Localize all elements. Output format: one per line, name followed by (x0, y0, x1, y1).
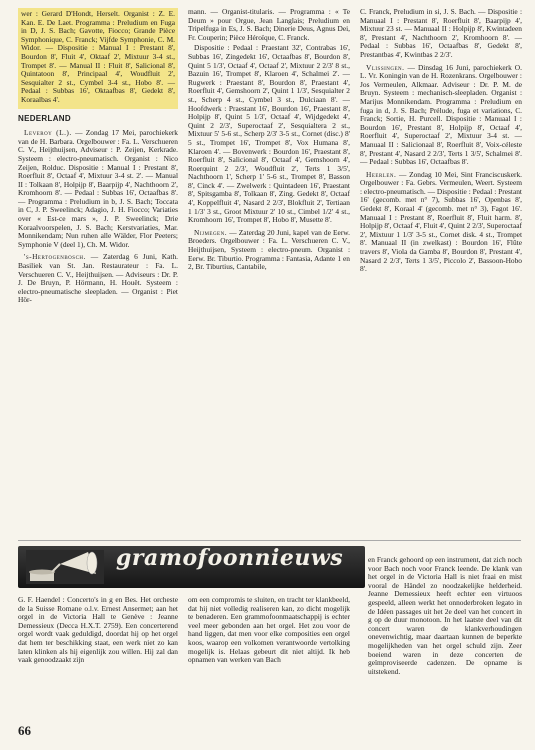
section-divider (18, 540, 521, 541)
haendel-review-start: G. F. Haendel : Concerto's in g en Bes. Het orcheste de la Suisse Romane o.l.v. Ernest Ansermet; aan het orgel in de Victoria Hall te Genève : Jeanne Demessieux (Decca H.X.T. 2759). Een concerterend orgel wordt vaak geduldigd, doordat hij op het orgel dat hem ter beschikking staat, een werk niet zo kan laten klinken als hij eigenlijk zou willen. Hij zal dan vaak genoodzaakt zijn (18, 596, 178, 665)
review-column-2 (188, 596, 350, 746)
heerlen-place: Heerlen. (366, 169, 397, 179)
heerlen-text: — Zondag 10 Mei, Sint Franciscuskerk. Orgelbouwer : Fa. Gebrs. Vermeulen, Weert. Systeem : electro-pneumatisch. — Dispositie : Pedaal : Prestant 16' (gecomb. met n° 7), Subbas 16', Openbas 8', Gedekt 8', Koraal 4' (gecomb. met n° 3), Fagot 16'. Manuaal I : Prestant 8', Roerfluit 8', Fluit harm. 8', Holpijp 8', Octaaf 4', Fluit 4', Quint 2 2/3', Superoctaaf 2', Mixtuur 1 1/3' 3-5 st., Cornet disk. 4 st., Trompet 8'. Manuaal II (in zwelkast) : Bourdon 16', Flûte travers 8', Viola da Gamba 8', Bourdon 8', Prestant 4', Nasard 2 2/3', Terts 1 3/5', Piccolo 2', Bassoon-Hobo 8'. (360, 169, 522, 274)
vlissingen-text: — Dinsdag 16 Juni, parochiekerk O. L. Vr. Koningin van de H. Rozenkrans. Orgelbouwer : Jos Vermeulen, Alkmaar. Adviseur : Dr. P. M. de Bruyn. Systeem : mechanisch-sleepladen. Organist : Marijus Monnikendam. Programma : Preludium en fuga in d, J. S. Bach; Prélude, fuga et variations, C. Franck; Sortie, H. Purcell. Dispositie : Manuaal I : Bourdon 16', Prestant 8', Holpijp 8', Octaaf 4', Roerfluit 4', Superoctaaf 2', Mixtuur 3-4 st. — Manuaal II : Salicionaal 8', Roerfluit 8', Voix-céleste 8', Prestant 4', Nasard 2 2/3', Terts 1 3/5', Schalmei 8'. — Pedaal : Subbas 16', Octaafbas 8'. (360, 62, 522, 167)
nijmegen-entry (188, 229, 350, 272)
nijmegen-place: Nijmegen. (194, 227, 228, 237)
gramophone-icon (26, 550, 104, 584)
review-column-3 (368, 556, 522, 746)
leveroy-entry (18, 129, 178, 249)
hertogenbosch-text: — Zaterdag 6 Juni, Kath. Basiliek van St. Jan. Restaurateur : Fa. L. Verschueren C. V., Heijthuijsen. — Adviseurs : Dr. P. J. De Bruyn, P. Hörmann, H. Houët. Systeem : electro-pneumatische sleepladen. — Organist : Piet Hör- (18, 252, 178, 305)
leveroy-text: — Zondag 17 Mei, parochiekerk van de H. Barbara. Orgelbouwer : Fa. L. Verschueren C. V., Heijthuijsen, Adviseur : P. Zeijen, Kerkrade. Systeem : electro-pneumatisch. Organist : Nico Zeijen, Rolduc. Dispositie : Manual I : Prestant 8', Roerfluit 8', Octaaf 4', Mixtuur 3-4 st. 2'. — Manual II : Tolkaan 8', Holpijp 8', Baarpijp 4', Nachthoorn 2', Kromhoorn 8'. — Pedaal : Subbas 16', Octaafbas 8'. — Programma : Preludium in b, J. S. Bach; Toccata in C, J. P. Sweelinck; Adagio, J. H. Fiocco; Variaties over « Est-ce mars », J. P. Sweelinck; Drie Koraalvoorspelen, J. S. Bach; Kerstvariaties, Mar. Monnikendam; Nun ruhen alle Wälder, Flor Peeters; Symphonie V (deel 1), Ch. M. Widor. (18, 128, 178, 249)
nijmegen-text: — Zaterdag 20 Juni, kapel van de Eerw. Broeders. Orgelbouwer : Fa. L. Verschueren C. V., Heijthuijsen, Systeem : electro-pneum. Organist : Eerw. Br. Tiburtio. Programma : Fantasia, Adante 1 en 2, Br. Tiburtius, Cantabile, (188, 227, 350, 272)
hertogenbosch-disposition: Dispositie : Pedaal : Praestant 32', Contrabas 16', Subbas 16', Zingedekt 16', Octaafbas 8', Bourdon 8', Quint 5 1/3', Octaaf 4', Octaaf 2', Mixtuur 2 2/3' 8 st., Bazuin 16', Trompet 8', Klaroen 4', Schalmei 2'. — Rugwerk : Praestant 8', Bourdon 8', Praestant 4', Roerfluit 4', Gemshoorn 2', Quint 1 1/3', Sesquialter 2 st., Scherp 4 st., Cymbel 3 st., Dulciaan 8'. — Hoofdwerk : Praestant 16', Bourdon 16', Praestant 8', Holpijp 8', Quint 5 1/3', Octaaf 4', Wijdgedekt 4', Quint 2 2/3', Superoctaaf 2', Sesquialtera 2 st., Mixtuur 5' 5-6 st., Scherp 2/3' 3-5 st., Cornet (disc.) 8' 5 st., Trompet 16', Trompet 8', Vox Humana 8', Klaroen 4'. — Bovenwerk : Bourdon 16', Praestant 8', Roerfluit 8', Salicional 8', Octaaf 4', Gemshoorn 4', Roerquint 2 2/3', Woudfluit 2', Terts 1 3/5', Nachthoorn 1', Scherp 1' 5-6 st., Trompet 8', Basson 8', Cinck 4'. — Zwelwerk : Quintadeen 16', Praestant 8', Spitsgamba 8', Tolkaan 8', Zing. Gedekt 8', Octaaf 4', Koppelfluit 4', Nasard 2 2/3', Blokfluit 2', Tertiaan 1 1/3' 3 st., Groot Mixtuur 2' 10 st., Cimbel 1/2' 4 st., Kromhoorn 16', Trompet 8', Hobo 8', Musette 8'. (188, 43, 350, 225)
page-number: 66 (18, 723, 31, 738)
vlissingen-place: Vlissingen. (366, 62, 405, 72)
haendel-review-end: en Franck gehoord op een instrument, dat zich noch voor Bach noch voor Franck leende. De klank van het orgel in de Victoria Hall is niet fraai en mist vooral de Händel zo noodzakelijke helderheid. Jeanne Demessieux heeft echter een virtuoos gespeeld, alleen werkt het onnoderbroken legato in de Idéen passages uit het 2e deel van het concert in g op de duur monotoon. In het laatste deel van dit concert waren de klankverhoudingen onevenwichtig, maar daartaan kunnen de beperkte mogelijkheden van het orgel schuld zijn. Zeer boeiend waren in deze concerten de geïmproviseerde cadenzen. De opname is uitstekend. (368, 556, 522, 676)
review-column-1 (18, 596, 178, 724)
hertogenbosch-place: 's-Hertogenbosch. (24, 252, 86, 262)
column-3 (360, 8, 522, 538)
banner-title: gramofoonnieuws (116, 546, 344, 571)
gramofoon-banner (18, 546, 365, 588)
leveroy-place: Leveroy (L.). (24, 128, 72, 138)
column-1 (18, 8, 178, 538)
heerlen-entry (360, 171, 522, 274)
highlighted-paragraph (18, 8, 178, 109)
hertogenbosch-continued: mann. — Organist-titularis. — Programma : « Te Deum » pour Orgue, Jean Langlais; Preludium en Tripelfuga in Es, J. S. Bach; Dinerie Deus, Agnus Dei, Fr. Couperin; Pièce Héroïque, C. Franck. (188, 8, 350, 42)
belgium-program-text: wer : Gerard D'Hondt, Herselt. Organist : Z. E. Kan. E. De Laet. Programma : Preludium en Fuga in D, J. S. Bach; Gavotte, Fiocco; Grande Pièce Symphonique, C. Franck; Vijfde Symphonie, C. M. Widor. — Dispositie : Manual I : Prestant 8', Bourdon 8', Fluit 4', Oktaaf 2', Mixtuur 3-4 st., Trompet 8'. — Manual II : Fluit 8', Salicional 8', Quintatoon 8', Principaal 4', Woudfluit 2', Sesquialter 2 st., Cymbel 3-4 st., Hobo 8'. — Pedaal : Subbas 16', Oktaafbas 8', Gedekt 8', Koraalbas 4'. (21, 9, 175, 104)
nijmegen-continued: C. Franck, Preludium in si, J. S. Bach. — Dispositie : Manuaal I : Prestant 8', Roerfluit 8', Baarpijp 4', Mixtuur 23 st. — Manuaal II : Holpijp 8', Kwintadeen 8', Prestant 4', Nachthoorn 2', Kromhoorn 8'. — Pedaal : Subbas 16', Octaafbas 8', Gedekt 8', Prestantbas 4', Kwintbas 2 2/3'. (360, 8, 522, 59)
hertogenbosch-entry (18, 253, 178, 305)
column-2 (188, 8, 350, 538)
haendel-review-middle: om een compromis te sluiten, en tracht ter klankbeeld, dat hij niet volledig realiseren kan, zo dicht mogelijk te benaderen. Een grammofoonmaatschappij is echter veel meer gebonden aan het orgel. Het zou voor de hand liggen, dat men voor elke composities een orgel koos, waarop een volkomen verantwoorde vertolking mogelijk is. Helaas gebeurt dit niet altijd. Ik heb opnamen van werken van Bach (188, 596, 350, 665)
section-heading-nederland: NEDERLAND (18, 113, 71, 123)
vlissingen-entry (360, 64, 522, 167)
